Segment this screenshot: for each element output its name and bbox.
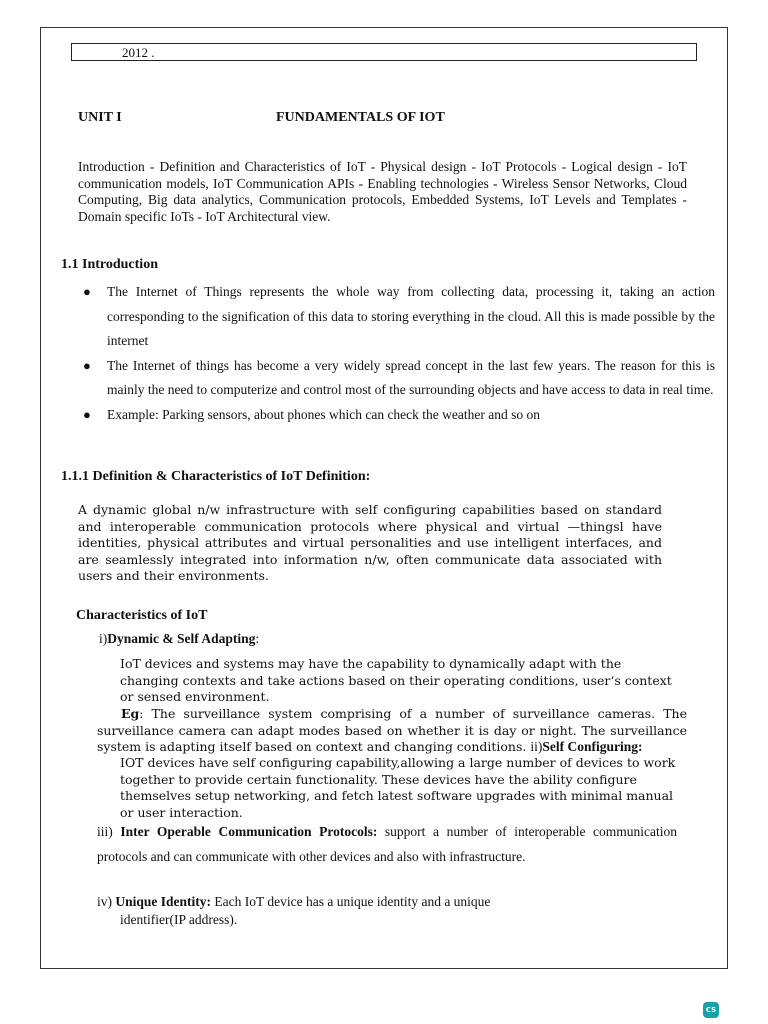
unit-title: FUNDAMENTALS OF IOT (276, 110, 445, 125)
item-title: Dynamic & Self Adapting (107, 631, 256, 646)
example-paragraph (97, 706, 687, 756)
list-item (83, 280, 715, 354)
characteristic-dynamic-heading (99, 631, 259, 647)
intro-bullet-list (83, 280, 715, 427)
bullet-icon: ● (83, 284, 91, 299)
header-box (71, 43, 697, 61)
eg-label: Eg (121, 706, 140, 721)
bullet-icon: ● (83, 406, 91, 422)
item-prefix: iii) (97, 824, 121, 839)
bullet-text: The Internet of things has become a very widely spread concept in the last few years. The reason for this is mainly the need to computerize and control most of the surrounding objects and have access to data in real time. (107, 357, 715, 397)
bullet-icon: ● (83, 357, 91, 373)
list-item (83, 403, 715, 428)
characteristic-interoperable (97, 820, 677, 869)
definition-paragraph: A dynamic global n/w infrastructure with self configuring capabilities based on standard and interoperable communication protocols where physical and virtual —thingsl have identities, physical attributes and virtual personalities and use intelligent interfaces, and are seamlessly integrated into information n/w, often communicate data associated with users and their environments. (78, 502, 662, 583)
unit-label: UNIT I (78, 110, 122, 125)
section-heading-definition: 1.1.1 Definition & Characteristics of IoT Definition: (61, 469, 371, 484)
item-prefix: i) (99, 631, 108, 646)
item-title: Unique Identity: (115, 894, 212, 909)
characteristics-heading: Characteristics of IoT (76, 608, 208, 623)
header-year: 2012 . (122, 45, 155, 60)
item-prefix: iv) (97, 894, 116, 909)
bullet-text: The Internet of Things represents the whole way from collecting data, processing it, taking an action corresponding to the signification of this data to storing everything in the cloud. All this is made possible by the internet (107, 284, 715, 348)
item-title: Inter Operable Communication Protocols: (120, 824, 378, 839)
list-item (83, 354, 715, 403)
bullet-text: Example: Parking sensors, about phones which can check the weather and so on (107, 406, 541, 422)
characteristic-dynamic-text: IoT devices and systems may have the capability to dynamically adapt with the changing contexts and take actions based on their operating conditions, user‘s context or sensed environment. (120, 656, 672, 704)
item-prefix: ii) (530, 739, 543, 754)
characteristic-unique-identity (97, 893, 657, 929)
section-heading-introduction: 1.1 Introduction (61, 257, 158, 272)
syllabus-paragraph: Introduction - Definition and Characteristics of IoT - Physical design - IoT Protocols - Logical design - IoT communication models, IoT Communication APIs - Enabling technologies - Wireless Sensor Networks, Cloud Computing, Big data analytics, Communication protocols, Embedded Systems, IoT Levels and Templates - Domain specific IoTs - IoT Architectural view. (78, 159, 687, 224)
camscanner-badge-icon: CS (703, 1002, 719, 1018)
item-title: Self Configuring: (542, 739, 643, 754)
characteristic-self-configuring-text: IOT devices have self configuring capability,allowing a large number of devices to work together to provide certain functionality. These devices have the ability configure themselves setup networking, and fetch latest software upgrades with minimal manual or user interaction. (120, 755, 676, 820)
eg-text: : The surveillance system comprising of a number of surveillance cameras. The surveillance camera can adapt modes based on whether it is day or night. The surveillance system is adapting itself based on context and changing conditions. (97, 706, 687, 754)
item-text: Each IoT device has a unique identity and a unique (211, 894, 491, 909)
item-suffix: : (255, 631, 260, 646)
item-text-continued: identifier(IP address). (120, 912, 238, 927)
item-text: support a number of interoperable communication protocols and can communicate with other devices and also with infrastructure. (97, 824, 678, 864)
